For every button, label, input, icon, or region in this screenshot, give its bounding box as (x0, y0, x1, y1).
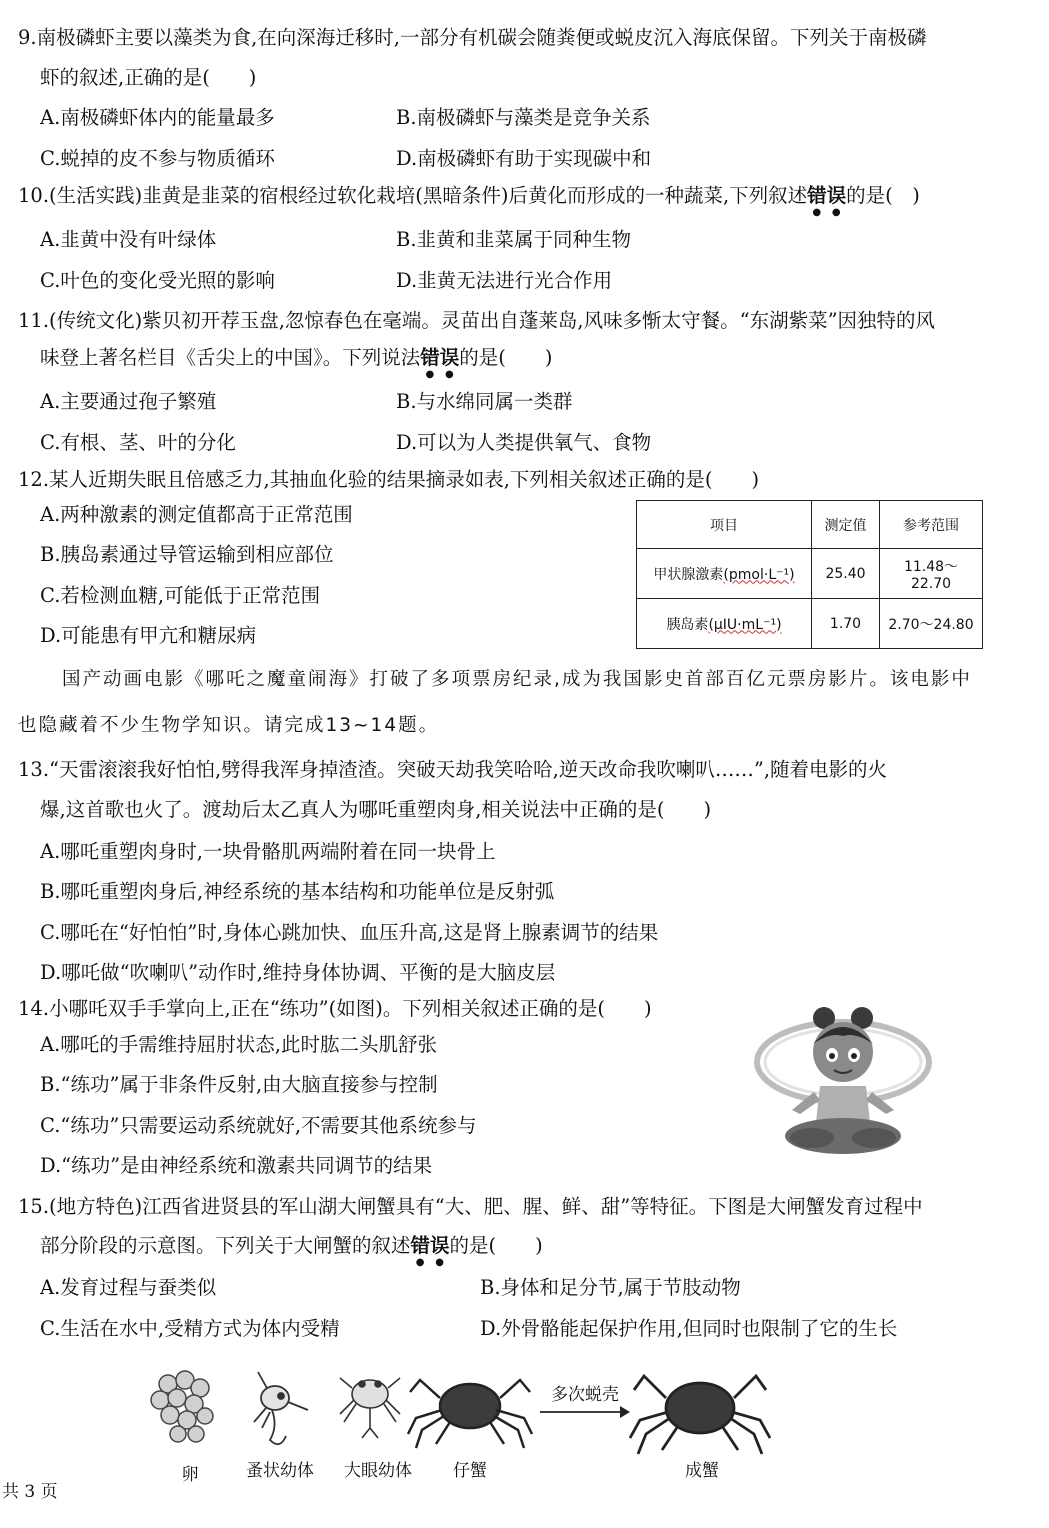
table-header: 参考范围 (880, 501, 983, 549)
q9-stem-line2: 虾的叙述,正确的是( ) (40, 66, 257, 89)
q10-option-c: C.叶色的变化受光照的影响 (40, 269, 275, 292)
egg-cluster-icon (151, 1371, 213, 1442)
table-row (637, 549, 983, 599)
q13-option-b: B.哪吒重塑肉身后,神经系统的基本结构和功能单位是反射弧 (40, 880, 555, 903)
q9-stem-line1: 9.南极磷虾主要以藻类为食,在向深海迁移时,一部分有机碳会随粪便或蜕皮沉入海底保留。下列关于南极磷 (18, 26, 927, 49)
stage-label-adult: 成蟹 (685, 1461, 719, 1481)
table-header: 项目 (637, 501, 812, 549)
q12-option-a: A.两种激素的测定值都高于正常范围 (40, 503, 353, 526)
stage-label-juvenile: 仔蟹 (453, 1461, 487, 1481)
table-header-row (637, 501, 983, 549)
q13-stem-line1: 13.“天雷滚滚我好怕怕,劈得我浑身掉渣渣。突破天劫我笑哈哈,逆天改命我吹喇叭……”,随着电影的火 (18, 758, 888, 781)
table-cell-item: 甲状腺激素(pmol·L⁻¹) (637, 549, 812, 599)
q14-option-b: B.“练功”属于非条件反射,由大脑直接参与控制 (40, 1073, 438, 1096)
q10-emphasis: 错误 (807, 184, 847, 207)
q14-option-d: D.“练功”是由神经系统和激素共同调节的结果 (40, 1154, 433, 1177)
q12-option-b: B.胰岛素通过导管运输到相应部位 (40, 543, 334, 566)
q13-stem-line2: 爆,这首歌也火了。渡劫后太乙真人为哪吒重塑肉身,相关说法中正确的是( ) (40, 798, 712, 821)
q11-option-b: B.与水绵同属一类群 (396, 390, 573, 413)
q9-option-a: A.南极磷虾体内的能量最多 (40, 106, 275, 129)
q14-option-a: A.哪吒的手需维持屈肘状态,此时肱二头肌舒张 (40, 1033, 437, 1056)
q15-stem-line2: 部分阶段的示意图。下列关于大闸蟹的叙述错误的是( ) (40, 1234, 543, 1257)
table-cell-value: 1.70 (812, 599, 880, 649)
q15-option-b: B.身体和足分节,属于节肢动物 (480, 1276, 741, 1299)
q15-option-a: A.发育过程与蚕类似 (40, 1276, 217, 1299)
intro-line1: 国产动画电影《哪吒之魔童闹海》打破了多项票房纪录,成为我国影史首部百亿元票房影片。该电影中 (62, 669, 972, 690)
stage-label-egg: 卵 (181, 1465, 199, 1485)
q15-option-d: D.外骨骼能起保护作用,但同时也限制了它的生长 (480, 1317, 898, 1340)
q10-option-d: D.韭黄无法进行光合作用 (396, 269, 613, 292)
q9-option-b: B.南极磷虾与藻类是竞争关系 (396, 106, 651, 129)
stage-label-zoea: 蚤状幼体 (246, 1461, 314, 1481)
q13-option-a: A.哪吒重塑肉身时,一块骨骼肌两端附着在同一块骨上 (40, 840, 496, 863)
table-cell-range: 2.70～24.80 (880, 599, 983, 649)
q12-option-d: D.可能患有甲亢和糖尿病 (40, 624, 257, 647)
table-row (637, 599, 983, 649)
q14-option-c: C.“练功”只需要运动系统就好,不需要其他系统参与 (40, 1114, 477, 1137)
q13-option-c: C.哪吒在“好怕怕”时,身体心跳加快、血压升高,这是肾上腺素调节的结果 (40, 921, 659, 944)
q12-option-c: C.若检测血糖,可能低于正常范围 (40, 584, 321, 607)
q15-stem-line1: 15.(地方特色)江西省进贤县的军山湖大闸蟹具有“大、肥、腥、鲜、甜”等特征。下图是大闸蟹发育过程中 (18, 1195, 923, 1218)
q11-option-a: A.主要通过孢子繁殖 (40, 390, 217, 413)
stage-label-megalopa: 大眼幼体 (344, 1461, 412, 1481)
q12-stem: 12.某人近期失眠且倍感乏力,其抽血化验的结果摘录如表,下列相关叙述正确的是( ) (18, 468, 760, 491)
q11-stem-line2: 味登上著名栏目《舌尖上的中国》。下列说法错误的是( ) (40, 346, 553, 369)
adult-crab-icon (630, 1376, 770, 1454)
q11-stem-line1: 11.(传统文化)紫贝初开荐玉盘,忽惊春色在毫端。灵苗出自蓬莱岛,风味多惭太守餐。“东湖紫菜”因独特的风 (18, 309, 936, 332)
table-cell-value: 25.40 (812, 549, 880, 599)
juvenile-crab-icon (408, 1380, 532, 1448)
table-cell-item: 胰岛素(μIU·mL⁻¹) (637, 599, 812, 649)
q11-emphasis: 错误 (420, 346, 460, 369)
molting-label: 多次蜕壳 (551, 1385, 619, 1405)
zoea-larva-icon (254, 1372, 308, 1444)
q14-stem: 14.小哪吒双手手掌向上,正在“练功”(如图)。下列相关叙述正确的是( ) (18, 997, 652, 1020)
table-cell-range: 11.48～22.70 (880, 549, 983, 599)
q11-option-c: C.有根、茎、叶的分化 (40, 431, 236, 454)
crab-development-figure (140, 1358, 780, 1498)
q15-option-c: C.生活在水中,受精方式为体内受精 (40, 1317, 340, 1340)
megalopa-larva-icon (340, 1378, 400, 1438)
q9-option-c: C.蜕掉的皮不参与物质循环 (40, 147, 275, 170)
q15-emphasis: 错误 (410, 1234, 450, 1257)
nezha-meditating-illustration (752, 1000, 934, 1160)
intro-line2: 也隐藏着不少生物学知识。请完成13~14题。 (18, 715, 440, 736)
q11-option-d: D.可以为人类提供氧气、食物 (396, 431, 652, 454)
q10-stem: 10.(生活实践)韭黄是韭菜的宿根经过软化栽培(黑暗条件)后黄化而形成的一种蔬菜,下列叙述错误的是( ) (18, 184, 920, 207)
q10-option-a: A.韭黄中没有叶绿体 (40, 228, 217, 251)
q10-option-b: B.韭黄和韭菜属于同种生物 (396, 228, 632, 251)
lab-result-table (636, 500, 983, 649)
page-footer: 共 3 页 (2, 1482, 58, 1502)
molting-arrow (540, 1406, 630, 1418)
q9-option-d: D.南极磷虾有助于实现碳中和 (396, 147, 652, 170)
q13-option-d: D.哪吒做“吹喇叭”动作时,维持身体协调、平衡的是大脑皮层 (40, 961, 556, 984)
table-header: 测定值 (812, 501, 880, 549)
